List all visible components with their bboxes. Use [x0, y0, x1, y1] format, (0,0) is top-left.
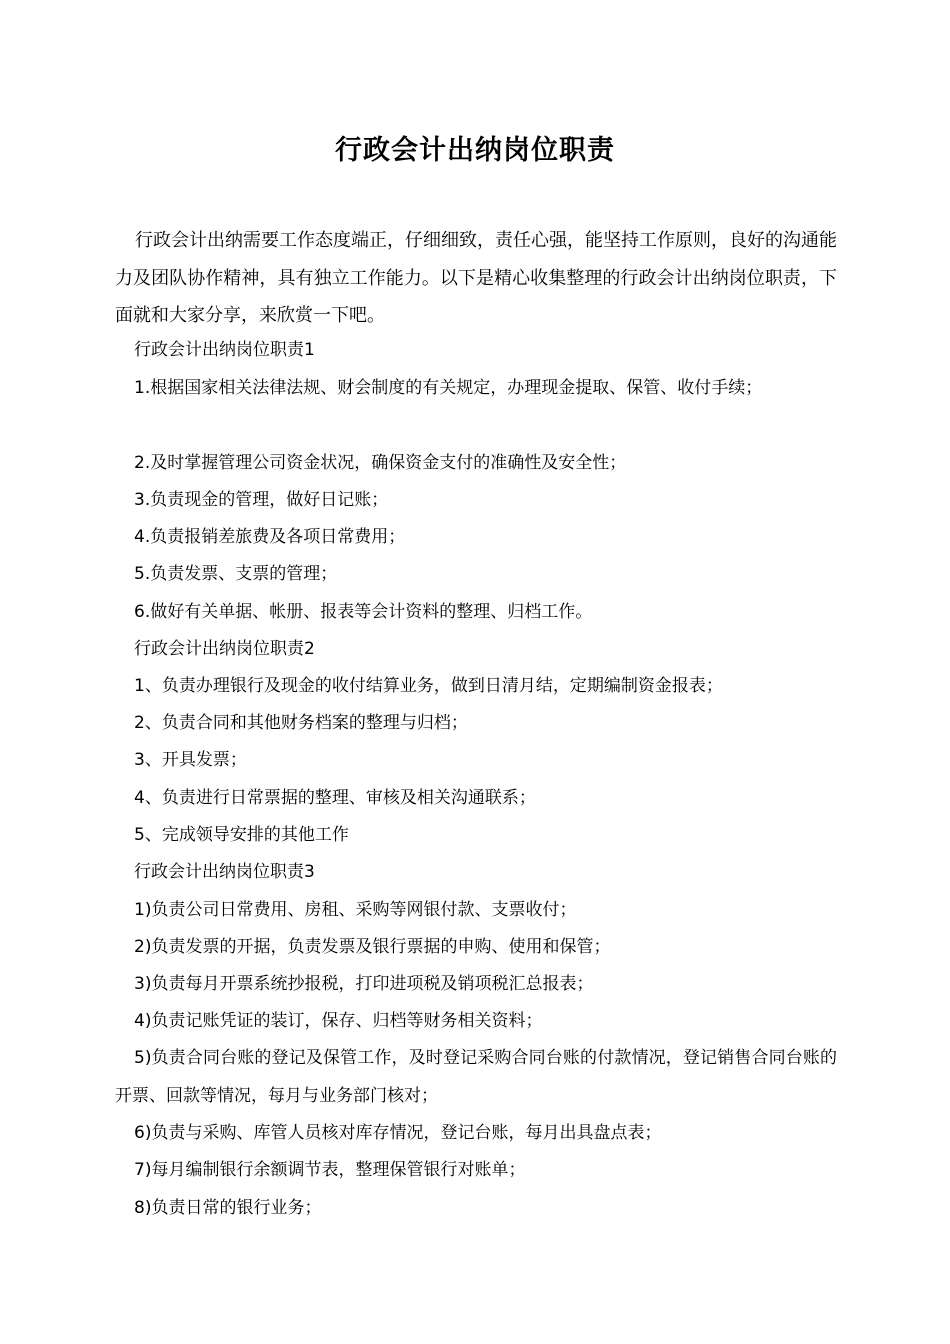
section-2-item-3: 3、开具发票； [134, 750, 247, 770]
section-2-heading: 行政会计出纳岗位职责2 [134, 639, 315, 659]
section-1-item-5: 5.负责发票、支票的管理； [134, 564, 338, 584]
section-1-item-6: 6.做好有关单据、帐册、报表等会计资料的整理、归档工作。 [134, 602, 593, 622]
section-2-item-1: 1、负责办理银行及现金的收付结算业务，做到日清月结，定期编制资金报表； [134, 676, 723, 696]
section-3-item-1: 1)负责公司日常费用、房租、采购等网银付款、支票收付； [134, 900, 577, 920]
section-2-item-5: 5、完成领导安排的其他工作 [134, 825, 349, 845]
section-1-item-3: 3.负责现金的管理，做好日记账； [134, 490, 389, 510]
section-3-item-7: 7)每月编制银行余额调节表，整理保管银行对账单； [134, 1160, 526, 1180]
section-1-heading: 行政会计出纳岗位职责1 [134, 340, 315, 360]
section-3-item-3: 3)负责每月开票系统抄报税，打印进项税及销项税汇总报表； [134, 974, 594, 994]
section-2-item-2: 2、负责合同和其他财务档案的整理与归档； [134, 713, 468, 733]
document-title: 行政会计出纳岗位职责 [335, 135, 615, 166]
section-3-item-2: 2)负责发票的开据，负责发票及银行票据的申购、使用和保管； [134, 937, 611, 957]
section-2-item-4: 4、负责进行日常票据的整理、审核及相关沟通联系； [134, 788, 536, 808]
section-1-item-2: 2.及时掌握管理公司资金状况，确保资金支付的准确性及安全性； [134, 453, 627, 473]
section-3-item-5: 5)负责合同台账的登记及保管工作，及时登记采购合同台账的付款情况，登记销售合同台账的开票、回款等情况，每月与业务部门核对； [115, 1048, 837, 1106]
section-3-item-6: 6)负责与采购、库管人员核对库存情况，登记台账，每月出具盘点表； [134, 1123, 662, 1143]
intro-paragraph: 行政会计出纳需要工作态度端正，仔细细致，责任心强，能坚持工作原则，良好的沟通能力及团队协作精神，具有独立工作能力。以下是精心收集整理的行政会计出纳岗位职责，下面就和大家分享，来欣赏一下吧。 [115, 230, 837, 326]
section-3-item-4: 4)负责记账凭证的装订，保存、归档等财务相关资料； [134, 1011, 543, 1031]
section-3-item-8: 8)负责日常的银行业务； [134, 1198, 322, 1218]
section-1-item-4: 4.负责报销差旅费及各项日常费用； [134, 527, 406, 547]
section-1-item-1: 1.根据国家相关法律法规、财会制度的有关规定，办理现金提取、保管、收付手续； [134, 378, 763, 398]
section-3-heading: 行政会计出纳岗位职责3 [134, 862, 315, 882]
